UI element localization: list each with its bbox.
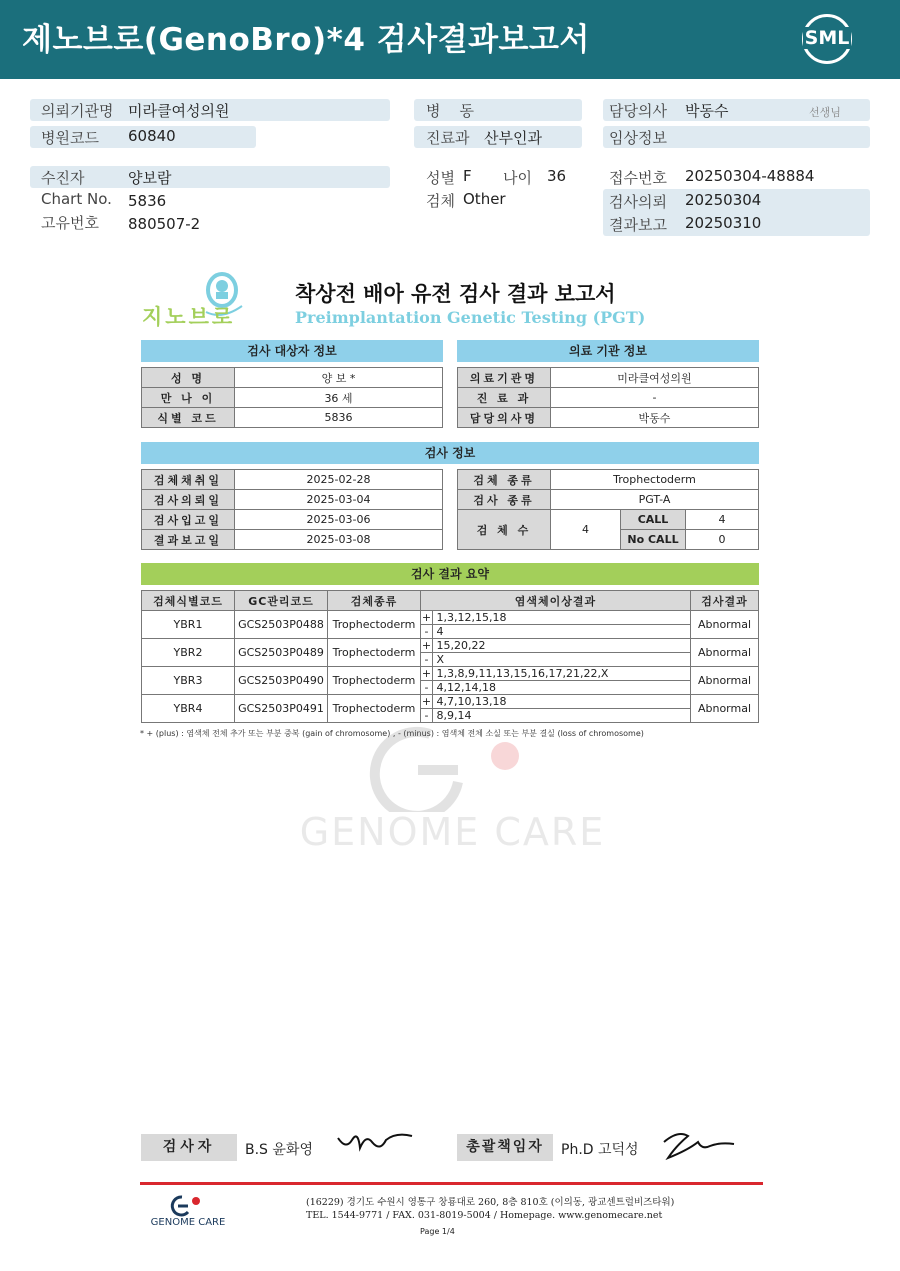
director-label: 총괄책임자 <box>457 1134 553 1161</box>
institution-header: 의료 기관 정보 <box>457 340 759 362</box>
director-name: Ph.D 고덕성 <box>561 1142 639 1158</box>
genobro-logo <box>142 268 254 328</box>
loss-chromosomes: 4,12,14,18 <box>436 681 496 694</box>
request-date-label: 검사의뢰 <box>609 193 667 211</box>
page-number: Page 1/4 <box>420 1227 455 1236</box>
hospital-code-label: 병원코드 <box>41 129 99 147</box>
nocall-value: 0 <box>686 530 759 550</box>
subject-label: 만 나 이 <box>142 388 235 408</box>
loss-chromosomes: X <box>436 653 445 666</box>
institution-info-value: 미라클여성의원 <box>551 368 759 388</box>
table-row <box>142 388 443 408</box>
institution-info-label: 담당의사명 <box>458 408 551 428</box>
gc-code: GCS2503P0489 <box>235 639 328 667</box>
test-date-label: 검사입고일 <box>142 510 235 530</box>
receipt-value: 20250304-48884 <box>685 167 815 185</box>
age-label: 나이 <box>503 169 532 187</box>
receipt-label: 접수번호 <box>609 169 667 187</box>
doctor-value: 박동수 <box>685 102 729 120</box>
minus-sign: - <box>421 709 433 722</box>
plus-sign: + <box>421 695 432 708</box>
id-value: 880507-2 <box>128 215 201 233</box>
institution-value: 미라클여성의원 <box>128 102 230 120</box>
table-row <box>142 530 443 550</box>
table-row <box>458 510 759 530</box>
table-row <box>458 470 759 490</box>
column-header: 검체식별코드 <box>142 591 235 611</box>
test-dates-table <box>141 469 443 550</box>
institution-info-value: 박동수 <box>551 408 759 428</box>
plus-sign: + <box>421 667 432 680</box>
specimen-type: Trophectoderm <box>328 667 421 695</box>
gain-chromosomes: 15,20,22 <box>436 639 486 652</box>
loss-chromosomes: 4 <box>436 625 444 638</box>
test-result: Abnormal <box>691 667 759 695</box>
subject-header: 검사 대상자 정보 <box>141 340 443 362</box>
ward-label: 병 동 <box>426 102 475 120</box>
table-row <box>142 667 759 681</box>
test-date-value: 2025-03-04 <box>235 490 443 510</box>
specimen-code: YBR2 <box>142 639 235 667</box>
tester-name: B.S 윤화영 <box>245 1142 313 1158</box>
loss-chromosomes: 8,9,14 <box>436 709 472 722</box>
table-row <box>142 368 443 388</box>
plus-sign: + <box>421 611 432 624</box>
table-row <box>458 408 759 428</box>
minus-sign: - <box>421 681 433 694</box>
table-row <box>142 611 759 625</box>
tester-signature-icon <box>336 1128 416 1158</box>
subject-table <box>141 367 443 428</box>
doctor-suffix: 선생님 <box>809 106 841 119</box>
table-row <box>142 408 443 428</box>
test-date-label: 검사의뢰일 <box>142 490 235 510</box>
director-signature-icon <box>658 1128 738 1162</box>
gain-cell <box>421 611 691 625</box>
test-date-value: 2025-02-28 <box>235 470 443 490</box>
sex-value: F <box>463 167 472 185</box>
gain-chromosomes: 1,3,8,9,11,13,15,16,17,21,22,X <box>436 667 609 680</box>
specimen-type: Trophectoderm <box>328 639 421 667</box>
gain-chromosomes: 4,7,10,13,18 <box>436 695 507 708</box>
subject-label: 성 명 <box>142 368 235 388</box>
id-label: 고유번호 <box>41 214 99 232</box>
test-result: Abnormal <box>691 611 759 639</box>
chart-value: 5836 <box>128 192 167 210</box>
test-date-value: 2025-03-08 <box>235 530 443 550</box>
table-row <box>142 490 443 510</box>
institution-table <box>457 367 759 428</box>
table-row <box>142 695 759 709</box>
sml-logo-text: SML <box>804 27 850 49</box>
gain-chromosomes: 1,3,12,15,18 <box>436 611 507 624</box>
sex-label: 성별 <box>426 169 455 187</box>
institution-label: 의뢰기관명 <box>41 102 114 120</box>
table-row <box>458 368 759 388</box>
loss-cell <box>421 653 691 667</box>
report-subtitle: Preimplantation Genetic Testing (PGT) <box>295 308 646 327</box>
contact-line: TEL. 1544-9771 / FAX. 031-8019-5004 / Homepage. www.genomecare.net <box>306 1210 663 1221</box>
test-date-label: 검체채취일 <box>142 470 235 490</box>
specimen-label: 검체 <box>426 192 455 210</box>
subject-label: 식별 코드 <box>142 408 235 428</box>
subject-value: 36 세 <box>235 388 443 408</box>
genobro-logo-text: 지노브로 <box>142 305 236 329</box>
table-row <box>142 510 443 530</box>
gc-code: GCS2503P0490 <box>235 667 328 695</box>
subject-value: 양 보 * <box>235 368 443 388</box>
watermark-text: GENOME CARE <box>299 810 606 854</box>
gc-code: GCS2503P0488 <box>235 611 328 639</box>
test-type-label: 검사 종류 <box>458 490 551 510</box>
tester-label: 검사자 <box>141 1134 237 1161</box>
hospital-code-value: 60840 <box>128 127 176 145</box>
plus-sign: + <box>421 639 432 652</box>
test-type-value: PGT-A <box>551 490 759 510</box>
report-title: 착상전 배아 유전 검사 결과 보고서 <box>295 282 616 306</box>
call-value: 4 <box>686 510 759 530</box>
patient-value: 양보람 <box>128 169 172 187</box>
watermark <box>280 712 625 857</box>
subject-value: 5836 <box>235 408 443 428</box>
minus-sign: - <box>421 653 433 666</box>
address-line: (16229) 경기도 수원시 영통구 창룡대로 260, 8층 810호 (이의동, 광교센트럴비즈타워) <box>306 1197 675 1208</box>
specimen-count-label: 검 체 수 <box>458 510 551 550</box>
table-header-row <box>142 591 759 611</box>
clinical-info-label: 임상정보 <box>609 129 667 147</box>
test-date-value: 2025-03-06 <box>235 510 443 530</box>
doctor-label: 담당의사 <box>609 102 667 120</box>
test-result: Abnormal <box>691 695 759 723</box>
table-row <box>142 639 759 653</box>
table-row <box>142 470 443 490</box>
gain-cell <box>421 639 691 653</box>
specimen-type-label: 검체 종류 <box>458 470 551 490</box>
nocall-label: No CALL <box>621 530 686 550</box>
call-label: CALL <box>621 510 686 530</box>
page-title: 제노브로(GenoBro)*4 검사결과보고서 <box>22 22 590 58</box>
footnote: * + (plus) : 염색체 전체 추가 또는 부분 중복 (gain of chromosome) , - (minus) : 염색체 전체 소실 또는 부분 결실 (loss of chromosome) <box>140 729 644 738</box>
specimen-count-value: 4 <box>551 510 621 550</box>
table-row <box>458 490 759 510</box>
department-label: 진료과 <box>426 129 470 147</box>
age-value: 36 <box>547 167 567 185</box>
summary-header: 검사 결과 요약 <box>141 563 759 585</box>
specimen-code: YBR3 <box>142 667 235 695</box>
specimen-code: YBR4 <box>142 695 235 723</box>
chart-label: Chart No. <box>41 190 112 208</box>
column-header: 염색체이상결과 <box>421 591 691 611</box>
minus-sign: - <box>421 625 433 638</box>
gain-cell <box>421 695 691 709</box>
footer-divider <box>140 1182 763 1185</box>
patient-label: 수진자 <box>41 169 85 187</box>
gc-code: GCS2503P0491 <box>235 695 328 723</box>
footer-logo-text: GENOME CARE <box>150 1217 226 1228</box>
report-header <box>0 0 900 79</box>
column-header: GC관리코드 <box>235 591 328 611</box>
specimen-type: Trophectoderm <box>328 695 421 723</box>
footer-address <box>306 1196 674 1222</box>
genome-care-icon <box>162 1192 208 1218</box>
genome-care-watermark-icon <box>280 712 625 812</box>
summary-table <box>141 590 759 723</box>
specimen-type: Trophectoderm <box>328 611 421 639</box>
department-value: 산부인과 <box>484 129 542 147</box>
loss-cell <box>421 625 691 639</box>
report-date-value: 20250310 <box>685 214 762 232</box>
gain-cell <box>421 667 691 681</box>
specimen-code: YBR1 <box>142 611 235 639</box>
column-header: 검체종류 <box>328 591 421 611</box>
test-result: Abnormal <box>691 639 759 667</box>
specimen-type-value: Trophectoderm <box>551 470 759 490</box>
column-header: 검사결과 <box>691 591 759 611</box>
request-date-value: 20250304 <box>685 191 762 209</box>
specimen-value: Other <box>463 190 506 208</box>
institution-info-label: 진 료 과 <box>458 388 551 408</box>
loss-cell <box>421 681 691 695</box>
table-row <box>458 388 759 408</box>
test-info-header: 검사 정보 <box>141 442 759 464</box>
report-date-label: 결과보고 <box>609 216 667 234</box>
institution-info-label: 의료기관명 <box>458 368 551 388</box>
specimen-table <box>457 469 759 550</box>
institution-info-value: - <box>551 388 759 408</box>
test-date-label: 결과보고일 <box>142 530 235 550</box>
